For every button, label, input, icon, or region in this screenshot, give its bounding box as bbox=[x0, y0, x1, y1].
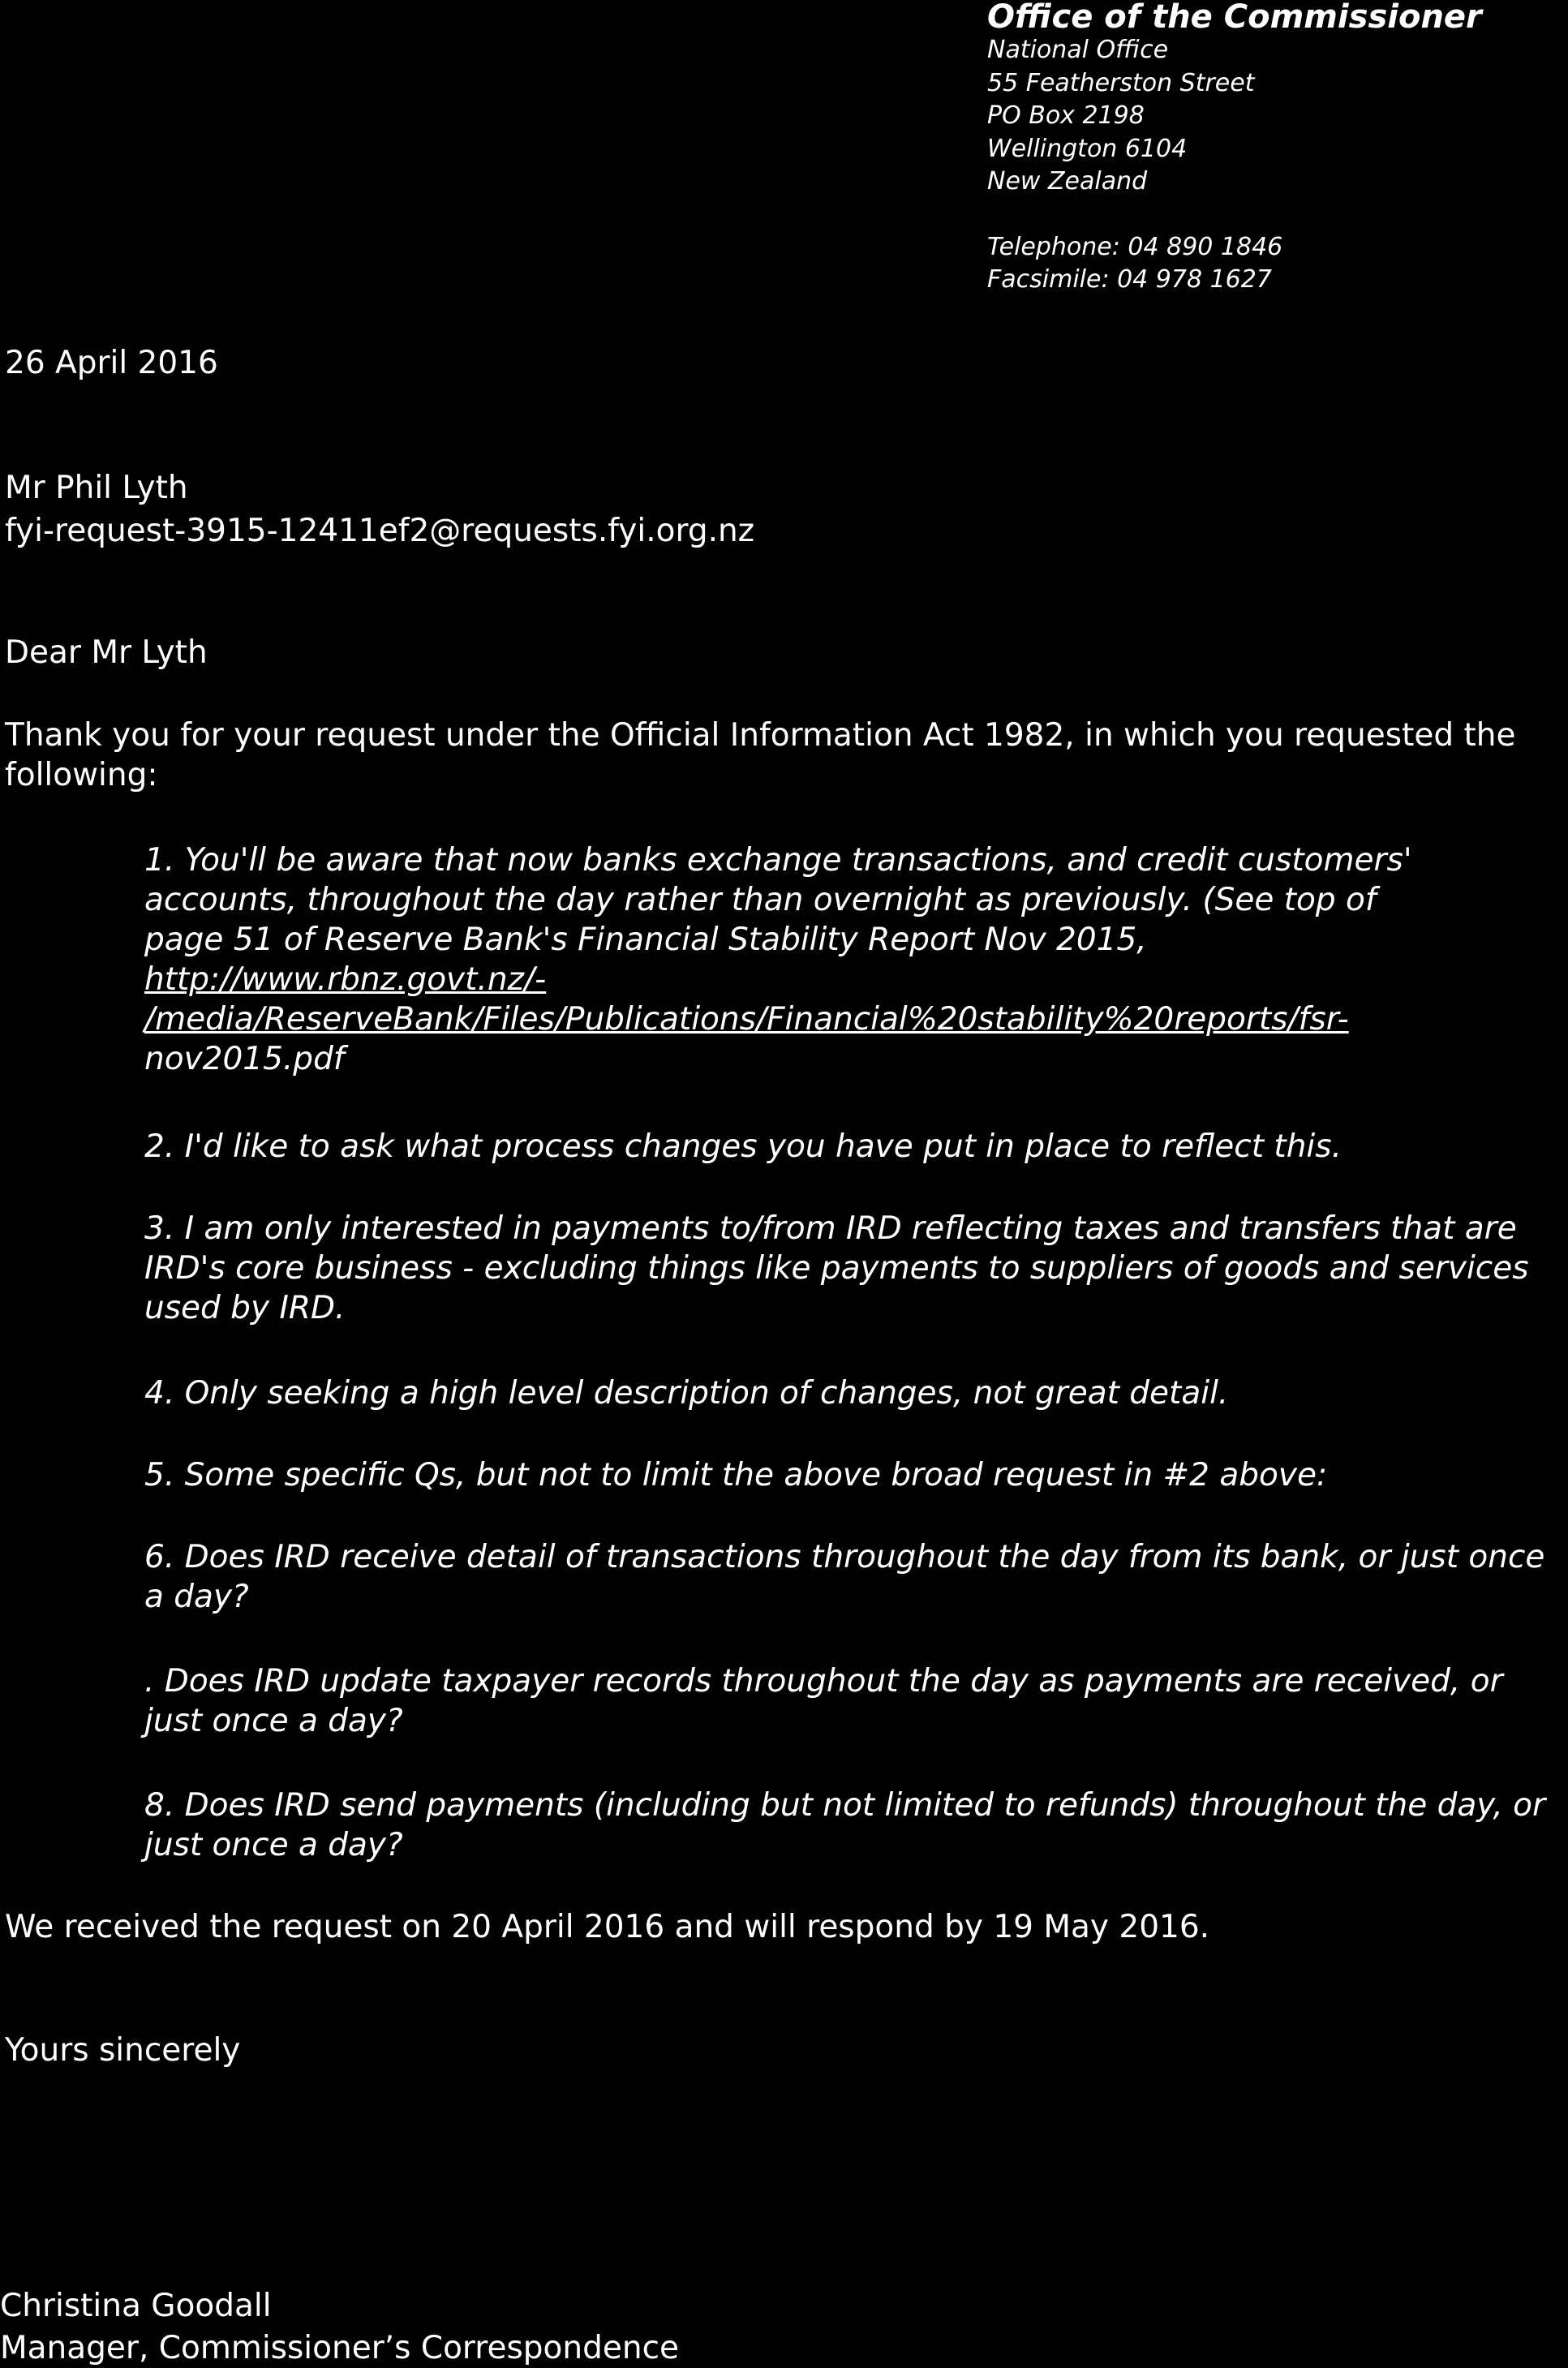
signatory-name: Christina Goodall bbox=[0, 2288, 272, 2324]
letterhead-telephone: Telephone: 04 890 1846 bbox=[987, 232, 1283, 261]
letterhead-line: Wellington 6104 bbox=[987, 134, 1188, 163]
received-statement: We received the request on 20 April 2016 and will respond by 19 May 2016. bbox=[5, 1909, 1210, 1945]
closing: Yours sincerely bbox=[5, 2032, 241, 2069]
request-item-5: 5. Some specific Qs, but not to limit the above broad request in #2 above: bbox=[144, 1457, 1328, 1493]
request-item-3: 3. I am only interested in payments to/from IRD reflecting taxes and transfers that are IRD's core business - excluding things like payments to suppliers of goods and services used by IRD. bbox=[144, 1210, 1529, 1326]
intro-paragraph: Thank you for your request under the Official Information Act 1982, in which you requested the following: bbox=[5, 717, 1516, 793]
request-item-1 bbox=[144, 840, 1564, 1079]
letterhead-facsimile: Facsimile: 04 978 1627 bbox=[987, 265, 1272, 294]
salutation: Dear Mr Lyth bbox=[5, 634, 208, 671]
rbnz-report-link-path[interactable]: /media/ReserveBank/Files/Publications/Financial%20stability%20reports/fsr- bbox=[144, 1001, 1349, 1038]
letter-date: 26 April 2016 bbox=[5, 345, 218, 381]
letterhead-line: National Office bbox=[987, 36, 1169, 64]
letterhead-line: 55 Featherston Street bbox=[987, 68, 1255, 97]
letterhead-line: PO Box 2198 bbox=[987, 101, 1145, 130]
request-item-2: 2. I'd like to ask what process changes you have put in place to reflect this. bbox=[144, 1128, 1342, 1165]
request-item-7: . Does IRD update taxpayer records throughout the day as payments are received, or just once a day? bbox=[144, 1663, 1503, 1739]
letterhead-office: Office of the Commissioner bbox=[987, 0, 1482, 36]
signatory-title: Manager, Commissioner’s Correspondence bbox=[0, 2330, 680, 2366]
request-item-4: 4. Only seeking a high level description of changes, not great detail. bbox=[144, 1375, 1229, 1412]
recipient-email: fyi-request-3915-12411ef2@requests.fyi.org.nz bbox=[5, 513, 755, 549]
recipient-name: Mr Phil Lyth bbox=[5, 470, 188, 506]
rbnz-report-link-file: nov2015.pdf bbox=[144, 1041, 345, 1077]
letterhead-spacer bbox=[987, 199, 1482, 231]
letterhead-line: New Zealand bbox=[987, 167, 1148, 196]
request-item-6: 6. Does IRD receive detail of transactions throughout the day from its bank, or just once a day? bbox=[144, 1539, 1545, 1615]
letterhead bbox=[987, 0, 1482, 297]
request-item-8: 8. Does IRD send payments (including but not limited to refunds) throughout the day, or just once a day? bbox=[144, 1787, 1546, 1863]
request-item-1-line: accounts, throughout the day rather than overnight as previously. (See top of bbox=[144, 882, 1377, 918]
request-item-1-line: page 51 of Reserve Bank's Financial Stability Report Nov 2015, bbox=[144, 922, 1147, 958]
request-item-1-line: 1. You'll be aware that now banks exchange transactions, and credit customers' bbox=[144, 842, 1412, 879]
rbnz-report-link[interactable]: http://www.rbnz.govt.nz/- bbox=[144, 961, 547, 998]
